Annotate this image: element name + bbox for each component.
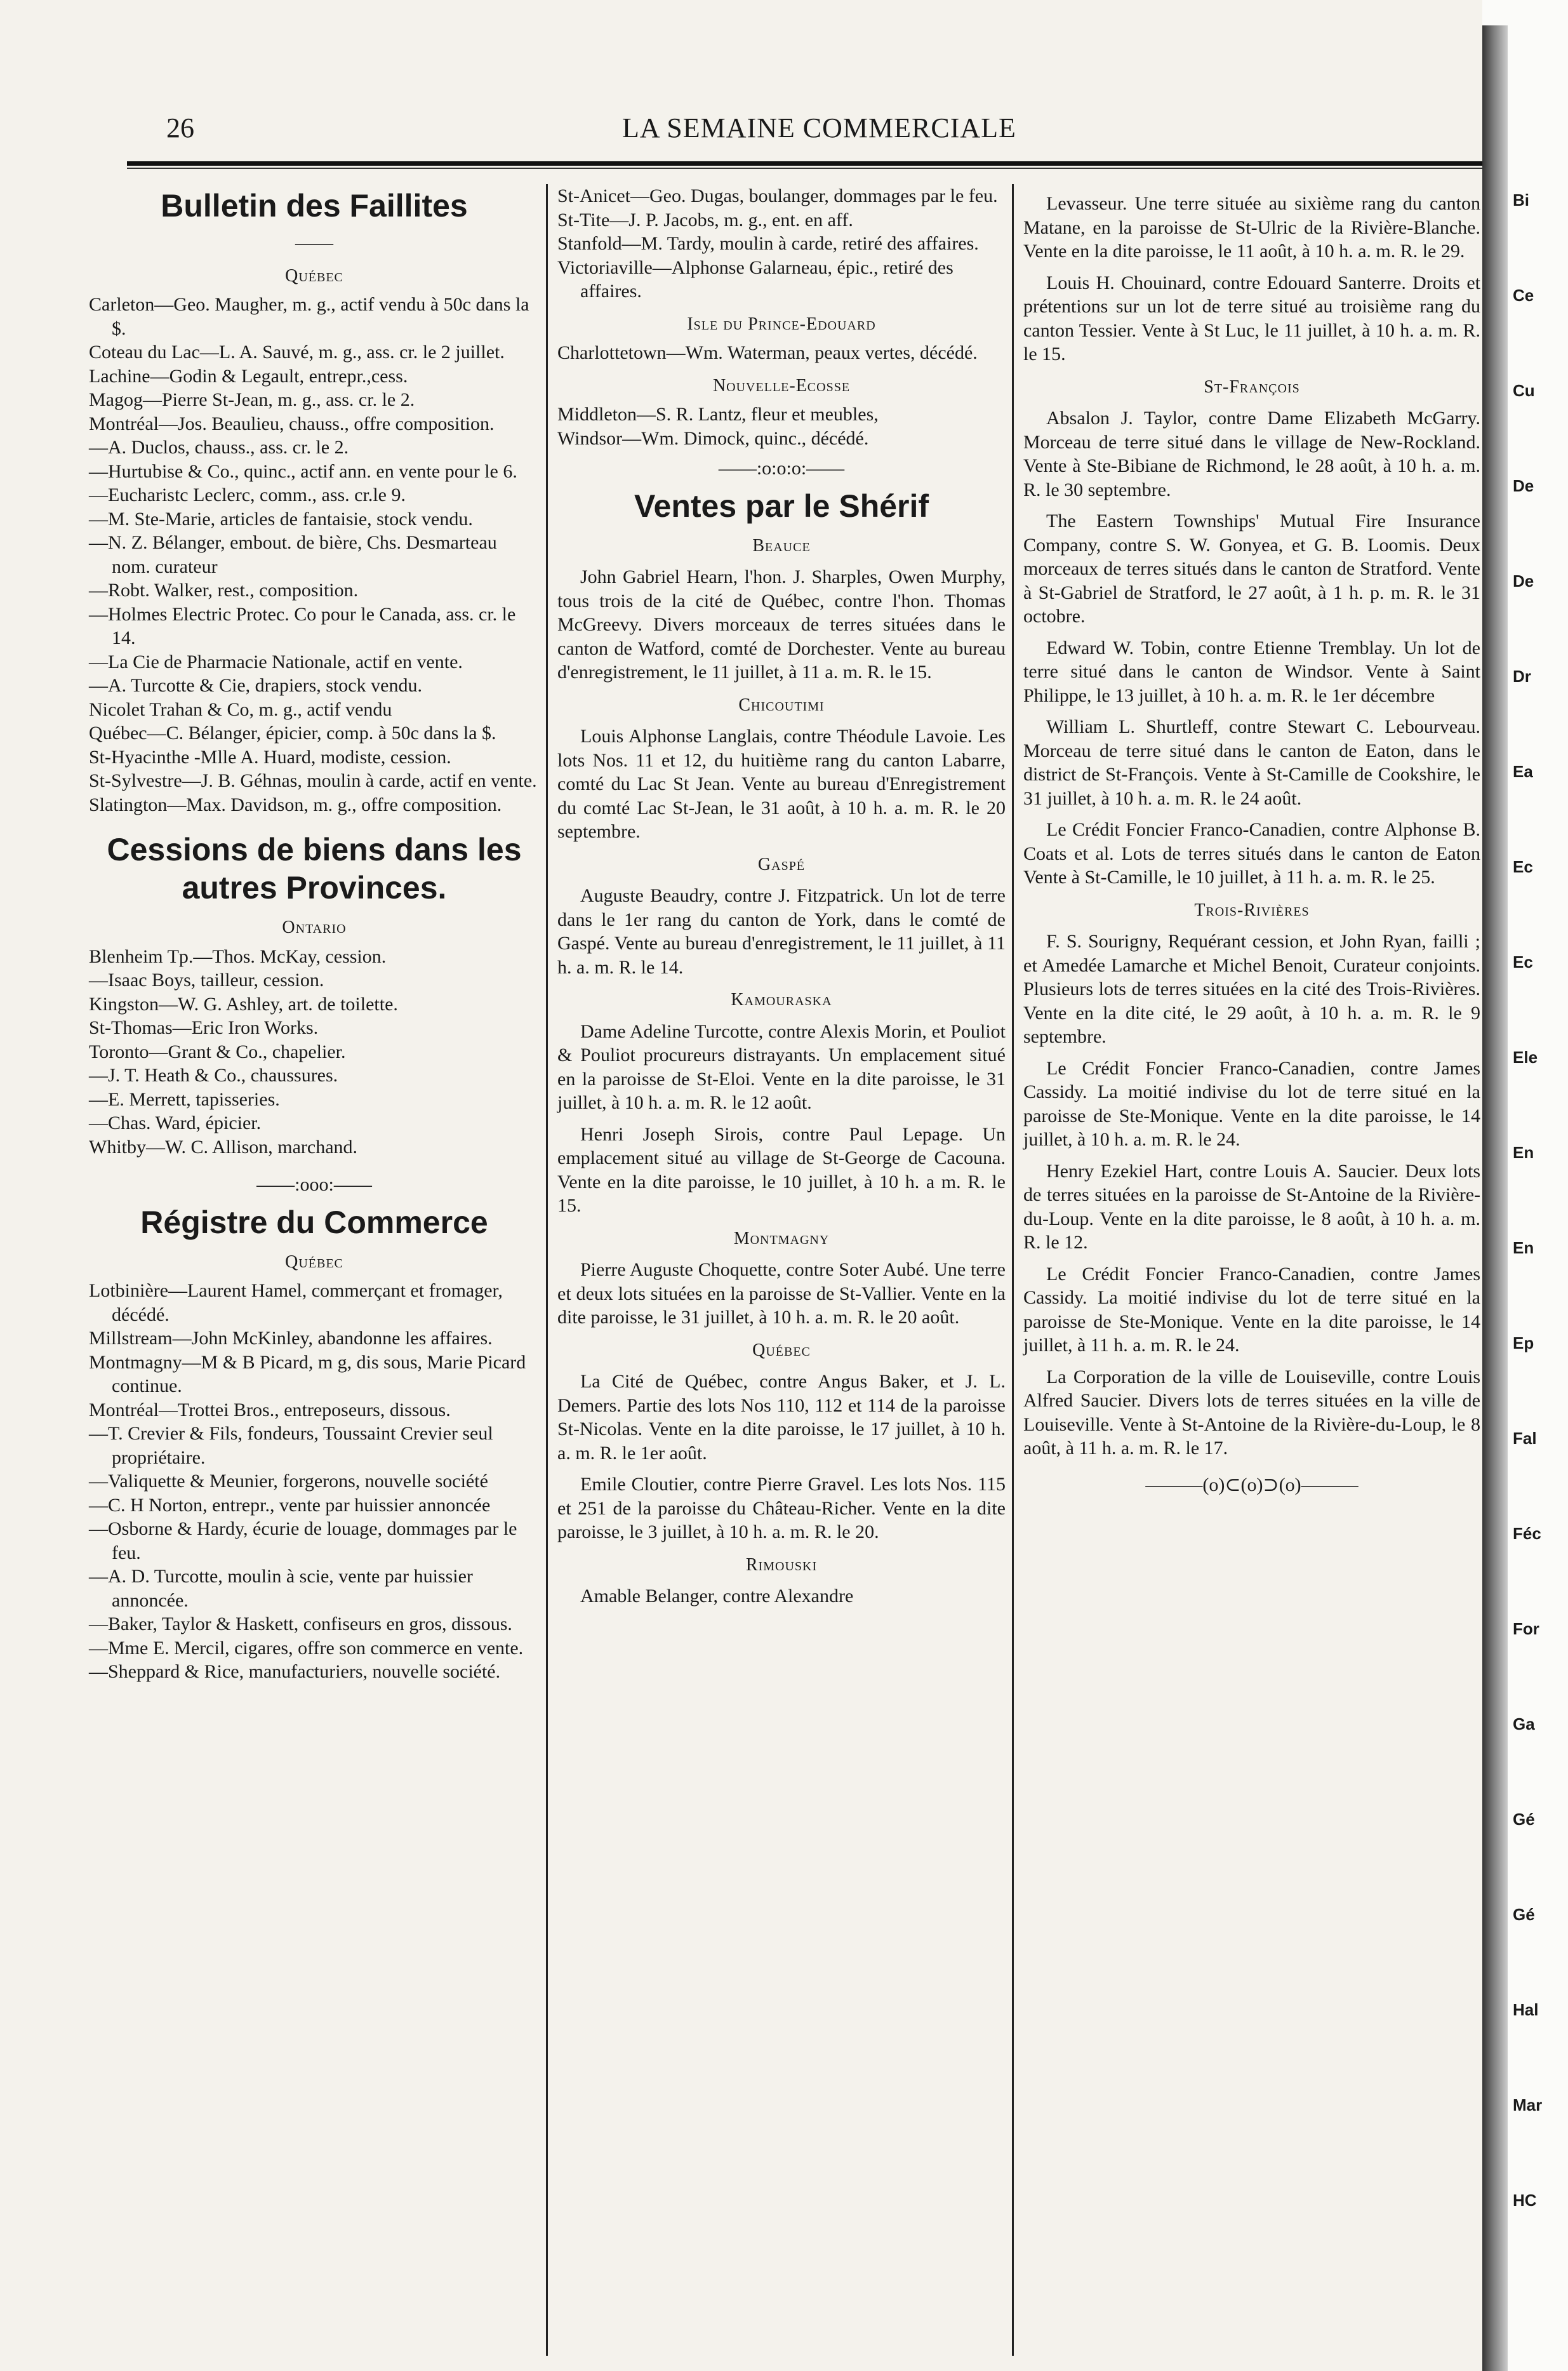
region-heading: Québec [285, 265, 343, 286]
column-divider [546, 184, 548, 2356]
notice-paragraph: Le Crédit Foncier Franco-Canadien, contre Alphonse B. Coats et al. Lots de terres situés dans le canton de Eaton Vente à St-Camille, le 10 juillet, à 11 h. a. m. R. le 25. [1023, 819, 1480, 888]
strip-fragment: En [1513, 1143, 1534, 1162]
list-entry: Magog—Pierre St-Jean, m. g., ass. cr. le 2. [89, 389, 415, 410]
notice-paragraph: La Cité de Québec, contre Angus Baker, et J. L. Demers. Partie des lots Nos 110, 112 et 114 de la paroisse St-Nicolas. Vente en la dite paroisse, le 17 juillet, à 10 h. a. m. R. le 1er août. [557, 1371, 1006, 1464]
list-entry: —Eucharistc Leclerc, comm., ass. cr.le 9. [89, 484, 406, 505]
list-entry: —Isaac Boys, tailleur, cession. [89, 970, 324, 991]
list-entry: Toronto—Grant & Co., chapelier. [89, 1041, 346, 1062]
strip-fragment: HC [1513, 2191, 1537, 2210]
list-entry: Slatington—Max. Davidson, m. g., offre composition. [89, 794, 502, 815]
entry-list [89, 945, 540, 1159]
list-entry: —J. T. Heath & Co., chaussures. [89, 1065, 338, 1086]
list-entry: —C. H Norton, entrepr., vente par huissier annoncée [89, 1494, 491, 1516]
strip-fragment: Gé [1513, 1810, 1535, 1829]
region-heading: Kamouraska [731, 990, 832, 1010]
section-title-cessions: Cessions de biens dans les autres Provinces. [107, 832, 522, 905]
notice-paragraph: Amable Belanger, contre Alexandre [580, 1586, 854, 1606]
list-entry: —Osborne & Hardy, écurie de louage, dommages par le feu. [89, 1518, 517, 1563]
notice-paragraph: John Gabriel Hearn, l'hon. J. Sharples, Owen Murphy, tous trois de la cité de Québec, contre l'hon. Thomas McGreevy. Divers morceaux de terres situées dans le canton de Watford, comté de Dorchester. Vente au bureau d'enregistrement, le 11 juillet, à 11 a. m. R. le 15. [557, 566, 1006, 683]
column-divider [1012, 184, 1014, 2356]
list-entry: Carleton—Geo. Maugher, m. g., actif vendu à 50c dans la $. [89, 294, 529, 339]
strip-fragment: En [1513, 1238, 1534, 1257]
strip-fragment: Ele [1513, 1048, 1538, 1067]
sheriff-sections [557, 534, 1006, 1608]
page-number: 26 [166, 112, 194, 144]
list-entry: —Sheppard & Rice, manufacturiers, nouvelle société. [89, 1661, 501, 1682]
strip-fragment: Gé [1513, 1905, 1535, 1924]
notice-paragraph: La Corporation de la ville de Louiseville, contre Louis Alfred Saucier. Divers lots de terres situées en la ville de Louiseville. Vente à St-Antoine de la Rivière-du-Loup, le 8 août, à 11 h. a. m. R. le 17. [1023, 1366, 1480, 1459]
list-entry: Stanfold—M. Tardy, moulin à carde, retiré des affaires. [557, 233, 979, 254]
list-entry: Québec—C. Bélanger, épicier, comp. à 50c dans la $. [89, 723, 496, 744]
list-entry: —Valiquette & Meunier, forgerons, nouvelle société [89, 1471, 488, 1492]
section-title-sherif: Ventes par le Shérif [634, 488, 929, 524]
list-entry: St-Sylvestre—J. B. Géhnas, moulin à carde, actif en vente. [89, 770, 537, 791]
strip-fragment: Bi [1513, 190, 1529, 210]
ornament-separator: ———(o)⊂(o)⊃(o)——— [1145, 1474, 1359, 1495]
region-heading: Trois-Rivières [1194, 900, 1310, 920]
region-heading: Gaspé [757, 854, 806, 874]
list-entry: —A. D. Turcotte, moulin à scie, vente par huissier annoncée. [89, 1566, 473, 1611]
strip-fragment: Hal [1513, 2000, 1539, 2019]
notice-list [1023, 406, 1480, 890]
list-entry: —N. Z. Bélanger, embout. de bière, Chs. Desmarteau nom. curateur [89, 532, 497, 577]
entry-list [557, 403, 1006, 450]
strip-fragment: For [1513, 1619, 1539, 1638]
list-entry: Montréal—Trottei Bros., entreposeurs, dissous. [89, 1399, 451, 1420]
list-entry: St-Anicet—Geo. Dugas, boulanger, dommages par le feu. [557, 185, 998, 206]
notice-paragraph: Henry Ezekiel Hart, contre Louis A. Saucier. Deux lots de terres situées en la paroisse de St-Antoine de la Rivière-du-Loup. Vente en la dite paroisse, le 8 août, à 10 h. a. m. R. le 12. [1023, 1160, 1480, 1253]
entry-list [89, 293, 540, 817]
list-entry: Millstream—John McKinley, abandonne les affaires. [89, 1328, 493, 1349]
region-heading: Chicoutimi [738, 695, 825, 715]
list-entry: St-Hyacinthe -Mlle A. Huard, modiste, cession. [89, 746, 451, 768]
list-entry: —Hurtubise & Co., quinc., actif ann. en vente pour le 6. [89, 460, 517, 482]
strip-fragment: Ep [1513, 1333, 1534, 1352]
list-entry: St-Thomas—Eric Iron Works. [89, 1017, 319, 1038]
list-entry: —Mme E. Mercil, cigares, offre son commerce en vente. [89, 1637, 524, 1659]
list-entry: —Baker, Taylor & Haskett, confiseurs en gros, dissous. [89, 1613, 512, 1634]
list-entry: Middleton—S. R. Lantz, fleur et meubles, [557, 404, 879, 425]
region-heading: Ontario [282, 918, 347, 937]
strip-fragment: Dr [1513, 667, 1531, 686]
column-2 [557, 184, 1006, 1608]
list-entry: —A. Turcotte & Cie, drapiers, stock vendu. [89, 675, 422, 696]
region-heading: St-François [1204, 377, 1300, 397]
section-title-faillites: Bulletin des Faillites [161, 188, 468, 224]
list-entry: —Robt. Walker, rest., composition. [89, 580, 359, 601]
list-entry: —Holmes Electric Protec. Co pour le Canada, ass. cr. le 14. [89, 603, 516, 648]
strip-fragment: Ec [1513, 952, 1533, 972]
region-heading: Isle du Prince-Edouard [687, 314, 876, 334]
column-3 [1023, 184, 1480, 1503]
running-header: LA SEMAINE COMMERCIALE [622, 112, 1016, 144]
notice-paragraph: The Eastern Townships' Mutual Fire Insurance Company, contre S. W. Gonyea, et G. B. Loomis. Deux morceaux de terres situés dans le canton de Stratford. Vente à St-Gabriel de Stratford, le 27 août, à 1 h. p. m. R. le 31 octobre. [1023, 511, 1480, 627]
list-entry: —Chas. Ward, épicier. [89, 1112, 262, 1133]
notice-paragraph: Louis H. Chouinard, contre Edouard Santerre. Droits et prétentions sur un lot de terre situé au troisième rang du canton Tessier. Vente à St Luc, le 11 juillet, à 10 h. a. m. R. le 15. [1023, 272, 1480, 364]
list-entry: —T. Crevier & Fils, fondeurs, Toussaint Crevier seul propriétaire. [89, 1423, 493, 1468]
adjacent-page-strip [1482, 0, 1568, 2371]
dash-separator: —— [295, 232, 333, 253]
notice-paragraph: Louis Alphonse Langlais, contre Théodule Lavoie. Les lots Nos. 11 et 12, du huitième rang du canton Labarre, comté du Lac St Jean. Vente au bureau d'Enregistrement du comté Lac St-Jean, le 31 août, à 10 h. a. m. R. le 20 septembre. [557, 726, 1006, 842]
entry-list [557, 341, 1006, 365]
list-entry: Montréal—Jos. Beaulieu, chauss., offre composition. [89, 413, 495, 434]
list-entry: —A. Duclos, chauss., ass. cr. le 2. [89, 437, 349, 458]
notice-paragraph: Le Crédit Foncier Franco-Canadien, contre James Cassidy. La moitié indivise du lot de terre situé en la paroisse de Ste-Monique. Vente en la dite paroisse, le 14 juillet, à 11 h. a. m. R. le 24. [1023, 1263, 1480, 1356]
strip-fragment: De [1513, 476, 1534, 495]
strip-fragment: Mar [1513, 2095, 1543, 2114]
list-entry: Kingston—W. G. Ashley, art. de toilette. [89, 993, 398, 1015]
list-entry: —E. Merrett, tapisseries. [89, 1088, 280, 1110]
strip-fragment: Ec [1513, 857, 1533, 876]
list-entry: Blenheim Tp.—Thos. McKay, cession. [89, 945, 387, 967]
list-entry: —M. Ste-Marie, articles de fantaisie, stock vendu. [89, 508, 473, 530]
list-entry: Victoriaville—Alphonse Galarneau, épic., retiré des affaires. [557, 257, 953, 302]
list-entry: Coteau du Lac—L. A. Sauvé, m. g., ass. cr. le 2 juillet. [89, 342, 505, 363]
notice-paragraph: Edward W. Tobin, contre Etienne Tremblay. Un lot de terre situé dans le canton de Windsor. Vente à Saint Philippe, le 13 juillet, à 10 h. a. m. R. le 1er décembre [1023, 637, 1480, 706]
notice-paragraph: Emile Cloutier, contre Pierre Gravel. Les lots Nos. 115 et 251 de la paroisse du Château-Richer. Vente en la dite paroisse, le 3 juillet, à 10 h. a. m. R. le 20. [557, 1474, 1006, 1542]
region-heading: Québec [285, 1252, 343, 1272]
strip-fragment: Ea [1513, 762, 1533, 781]
section-title-registre: Régistre du Commerce [140, 1204, 488, 1240]
region-heading: Québec [752, 1340, 811, 1360]
list-entry: Windsor—Wm. Dimock, quinc., décédé. [557, 427, 869, 449]
list-entry: Lotbinière—Laurent Hamel, commerçant et fromager, décédé. [89, 1280, 503, 1325]
notice-paragraph: Absalon J. Taylor, contre Dame Elizabeth McGarry. Morceau de terre situé dans le village de New-Rockland. Vente à Ste-Bibiane de Richmond, le 28 août, à 10 h. a. m. R. le 30 septembre. [1023, 408, 1480, 500]
column-1 [89, 184, 540, 1684]
ornament-separator: ——:o:o:o:—— [718, 458, 845, 479]
notice-list [1023, 192, 1480, 366]
notice-paragraph: Dame Adeline Turcotte, contre Alexis Morin, et Pouliot & Pouliot procureurs distrayants. Un emplacement situé en la paroisse de St-Eloi. Vente en la dite paroisse, le 31 juillet, à 10 h. a. m. R. le 12 août. [557, 1020, 1006, 1113]
notice-paragraph: Le Crédit Foncier Franco-Canadien, contre James Cassidy. La moitié indivise du lot de terre situé en la paroisse de Ste-Monique. Vente en la dite paroisse, le 14 juillet, à 10 h. a. m. R. le 24. [1023, 1057, 1480, 1150]
strip-fragment: Féc [1513, 1524, 1541, 1543]
list-entry: Montmagny—M & B Picard, m g, dis sous, Marie Picard continue. [89, 1351, 526, 1396]
notice-list [1023, 930, 1480, 1460]
strip-fragment: Ce [1513, 286, 1534, 305]
header-rule-thin [127, 168, 1524, 169]
header-rule [127, 161, 1524, 166]
region-heading: Montmagny [733, 1228, 830, 1248]
strip-fragment: Cu [1513, 381, 1535, 400]
notice-paragraph: Henri Joseph Sirois, contre Paul Lepage. Un emplacement situé au village de St-George de Cacouna. Vente en la dite paroisse, le 10 juillet, à 10 h. a m. R. le 15. [557, 1123, 1006, 1216]
strip-fragment: Fal [1513, 1429, 1537, 1448]
list-entry: Charlottetown—Wm. Waterman, peaux vertes, décédé. [557, 342, 978, 363]
page-gutter-shadow [1482, 25, 1508, 2371]
list-entry: Lachine—Godin & Legault, entrepr.,cess. [89, 365, 408, 387]
notice-paragraph: William L. Shurtleff, contre Stewart C. Lebourveau. Morceau de terre situé dans le canton de Eaton, dans le district de St-François. Vente à St-Camille de Cookshire, le 31 juillet, à 10 h. a. m. R. le 24 août. [1023, 716, 1480, 809]
entry-list [557, 184, 1006, 304]
region-heading: Rimouski [745, 1554, 818, 1575]
entry-list [89, 1279, 540, 1684]
region-heading: Nouvelle-Ecosse [712, 375, 851, 396]
notice-paragraph: Levasseur. Une terre située au sixième rang du canton Matane, en la paroisse de St-Ulric de la Rivière-Blanche. Vente en la dite paroisse, le 11 août, à 10 h. a. m. R. le 29. [1023, 193, 1480, 262]
list-entry: Nicolet Trahan & Co, m. g., actif vendu [89, 698, 392, 720]
strip-fragment: Ga [1513, 1714, 1535, 1733]
notice-paragraph: Auguste Beaudry, contre J. Fitzpatrick. Un lot de terre dans le 1er rang du canton de York, dans le comté de Gaspé. Vente au bureau d'enregistrement, le 11 juillet, à 11 h. a. m. R. le 14. [557, 885, 1006, 978]
notice-paragraph: Pierre Auguste Choquette, contre Soter Aubé. Une terre et deux lots situées en la paroisse de St-Vallier. Vente en la dite paroisse, le 31 juillet, à 10 h. a. m. R. le 20 août. [557, 1259, 1006, 1328]
list-entry: St-Tite—J. P. Jacobs, m. g., ent. en aff. [557, 209, 853, 230]
list-entry: —La Cie de Pharmacie Nationale, actif en vente. [89, 651, 463, 672]
notice-paragraph: F. S. Sourigny, Requérant cession, et John Ryan, failli ; et Amedée Lamarche et Michel Benoit, Curateur conjoints. Plusieurs lots de terres situées en la cité des Trois-Rivières. Vente en la dite cité, le 29 août, à 10 h. a. m. R. le 9 septembre. [1023, 931, 1480, 1047]
ornament-separator: ——:ooo:—— [256, 1174, 372, 1195]
region-heading: Beauce [752, 535, 811, 556]
list-entry: Whitby—W. C. Allison, marchand. [89, 1136, 358, 1158]
strip-fragment: De [1513, 571, 1534, 591]
